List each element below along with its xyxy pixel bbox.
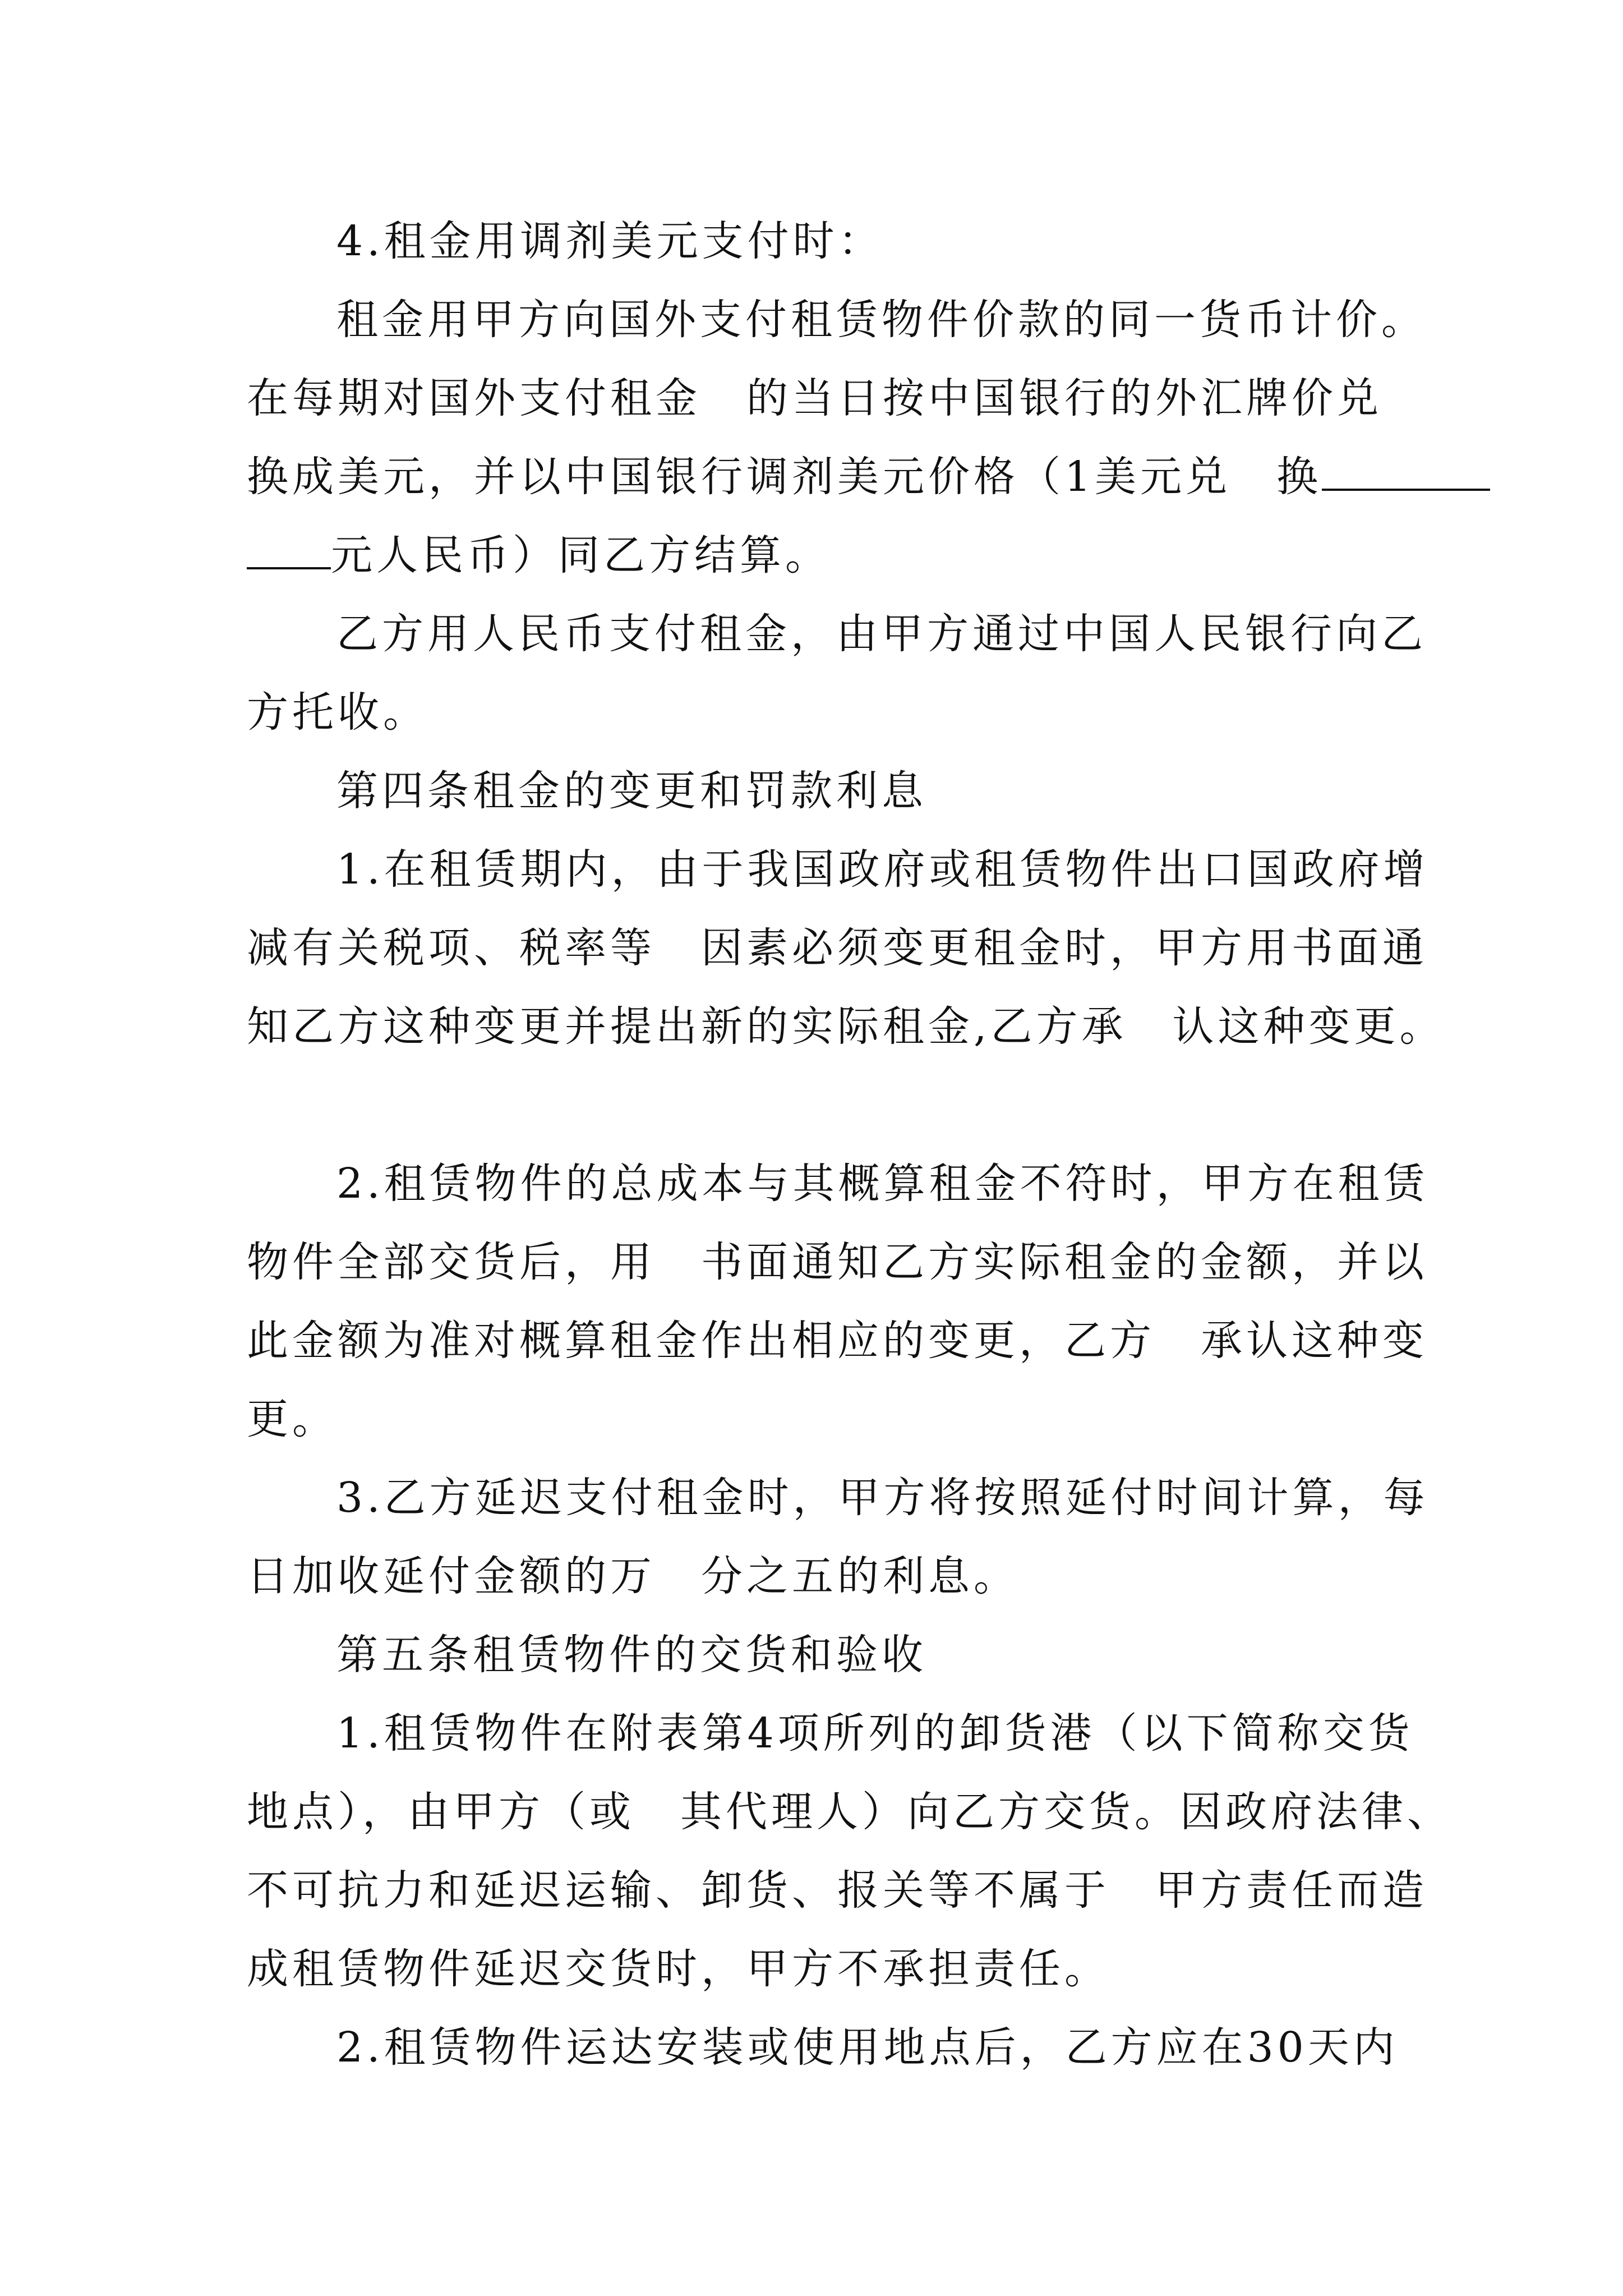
section-heading: 第四条租金的变更和罚款利息	[336, 767, 927, 815]
text-line	[247, 449, 1490, 505]
text-line: 更。	[247, 1395, 338, 1443]
text-line: 知乙方这种变更并提出新的实际租金,乙方承 认这种变更。	[247, 1002, 1445, 1051]
text-line: 乙方用人民币支付租金，由甲方通过中国人民银行向乙	[336, 610, 1427, 658]
text-line: 在每期对国外支付租金 的当日按中国银行的外汇牌价兑	[247, 374, 1382, 422]
text-line: 2.租赁物件运达安装或使用地点后，乙方应在30天内	[336, 2023, 1399, 2072]
text-line: 1.租赁物件在附表第4项所列的卸货港（以下简称交货	[336, 1709, 1414, 1757]
text-line: 此金额为准对概算租金作出相应的变更，乙方 承认这种变	[247, 1317, 1428, 1365]
blank-underline	[1322, 449, 1490, 491]
text-segment: 换成美元，并以中国银行调剂美元价格（1美元兑 换	[247, 453, 1322, 501]
text-line: 1.在租赁期内，由于我国政府或租赁物件出口国政府增	[336, 845, 1429, 894]
text-line: 2.租赁物件的总成本与其概算租金不符时，甲方在租赁	[336, 1159, 1429, 1208]
text-line: 物件全部交货后，用 书面通知乙方实际租金的金额，并以	[247, 1238, 1428, 1286]
text-line: 成租赁物件延迟交货时，甲方不承担责任。	[247, 1945, 1110, 1993]
text-line: 方托收。	[247, 688, 428, 737]
text-line: 不可抗力和延迟运输、卸货、报关等不属于 甲方责任而造	[247, 1866, 1428, 1915]
text-line: 租金用甲方向国外支付租赁物件价款的同一货币计价。	[336, 296, 1427, 344]
text-line: 减有关税项、税率等 因素必须变更租金时，甲方用书面通	[247, 924, 1428, 972]
blank-underline	[247, 528, 331, 569]
text-line: 日加收延付金额的万 分之五的利息。	[247, 1552, 1019, 1600]
text-line	[247, 527, 831, 583]
section-heading: 第五条租赁物件的交货和验收	[336, 1631, 927, 1679]
text-segment: 元人民币）同乙方结算。	[331, 531, 831, 579]
text-line: 地点），由甲方（或 其代理人）向乙方交货。因政府法律、	[247, 1788, 1453, 1836]
text-line: 3.乙方延迟支付租金时，甲方将按照延付时间计算，每	[336, 1474, 1429, 1522]
text-line: 4.租金用调剂美元支付时：	[336, 217, 884, 265]
